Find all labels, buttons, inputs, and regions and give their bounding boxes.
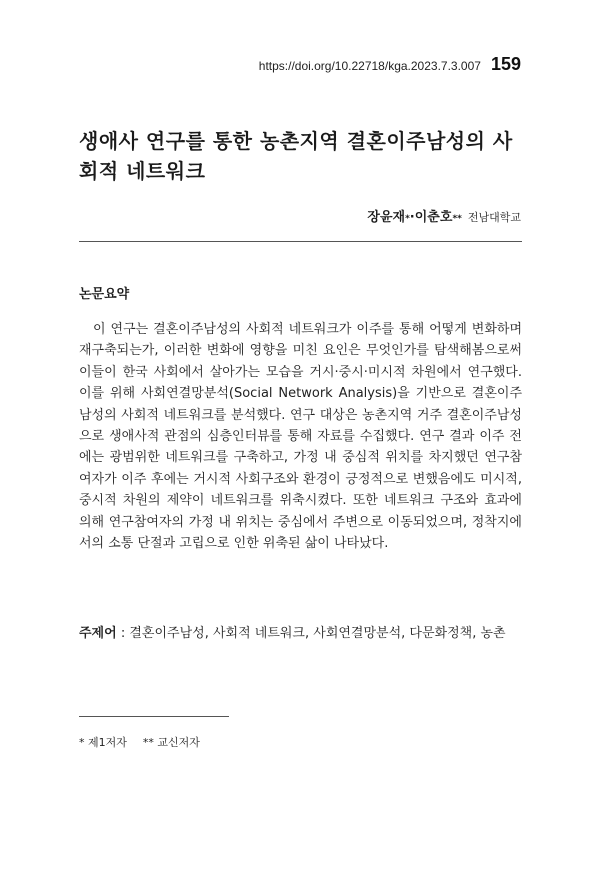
running-header — [259, 54, 521, 75]
keywords-list: 결혼이주남성, 사회적 네트워크, 사회연결망분석, 다문화정책, 농촌 — [129, 626, 506, 641]
author-mark: ** — [452, 214, 462, 224]
keywords-separator: : — [116, 626, 130, 641]
keywords-label: 주제어 — [79, 626, 117, 641]
affiliation: 전남대학교 — [467, 211, 521, 224]
footnote-corresponding-author: ** 교신저자 — [142, 736, 200, 749]
keywords-line — [79, 624, 522, 644]
author-mark: * — [405, 214, 410, 224]
abstract-text: 이 연구는 결혼이주남성의 사회적 네트워크가 이주를 통해 어떻게 변화하며 재구축되는가, 이러한 변화에 영향을 미친 요인은 무엇인가를 탐색해봄으로써 이들이 한국 사회에서 살아가는 모습을 거시·중시·미시적 차원에서 연구했다. 이를 위해 사회연결망분석(Social Network Analysis)을 기반으로 결혼이주남성의 사회적 네트워크를 분석했다. 연구 대상은 농촌지역 거주 결혼이주남성으로 생애사적 관점의 심층인터뷰를 통해 자료를 수집했다. 연구 결과 이주 전에는 광범위한 네트워크를 구축하고, 가정 내 중심적 위치를 차지했던 연구참여자가 이주 후에는 거시적 사회구조와 환경이 긍정적으로 변했음에도 미시적, 중시적 차원의 제약이 네트워크를 위축시켰다. 또한 네트워크 구조와 효과에 의해 연구참여자의 가정 내 위치는 중심에서 주변으로 이동되었으며, 정착지에서의 소통 단절과 고립으로 인한 위축된 삶이 나타났다. — [79, 322, 522, 552]
footnote-divider — [79, 716, 229, 717]
author-separator: · — [409, 210, 415, 225]
footnote-first-author: * 제1저자 — [79, 736, 127, 749]
page-number: 159 — [490, 54, 521, 74]
footnotes — [79, 734, 200, 750]
doi-link[interactable]: https://doi.org/10.22718/kga.2023.7.3.007 — [258, 59, 481, 73]
paper-title: 생애사 연구를 통한 농촌지역 결혼이주남성의 사회적 네트워크 — [79, 129, 513, 183]
author-name: 장윤재 — [367, 210, 406, 225]
author-line — [367, 206, 521, 225]
title-divider — [79, 241, 522, 242]
author-name: 이춘호 — [414, 210, 453, 225]
abstract-heading: 논문요약 — [79, 287, 130, 302]
